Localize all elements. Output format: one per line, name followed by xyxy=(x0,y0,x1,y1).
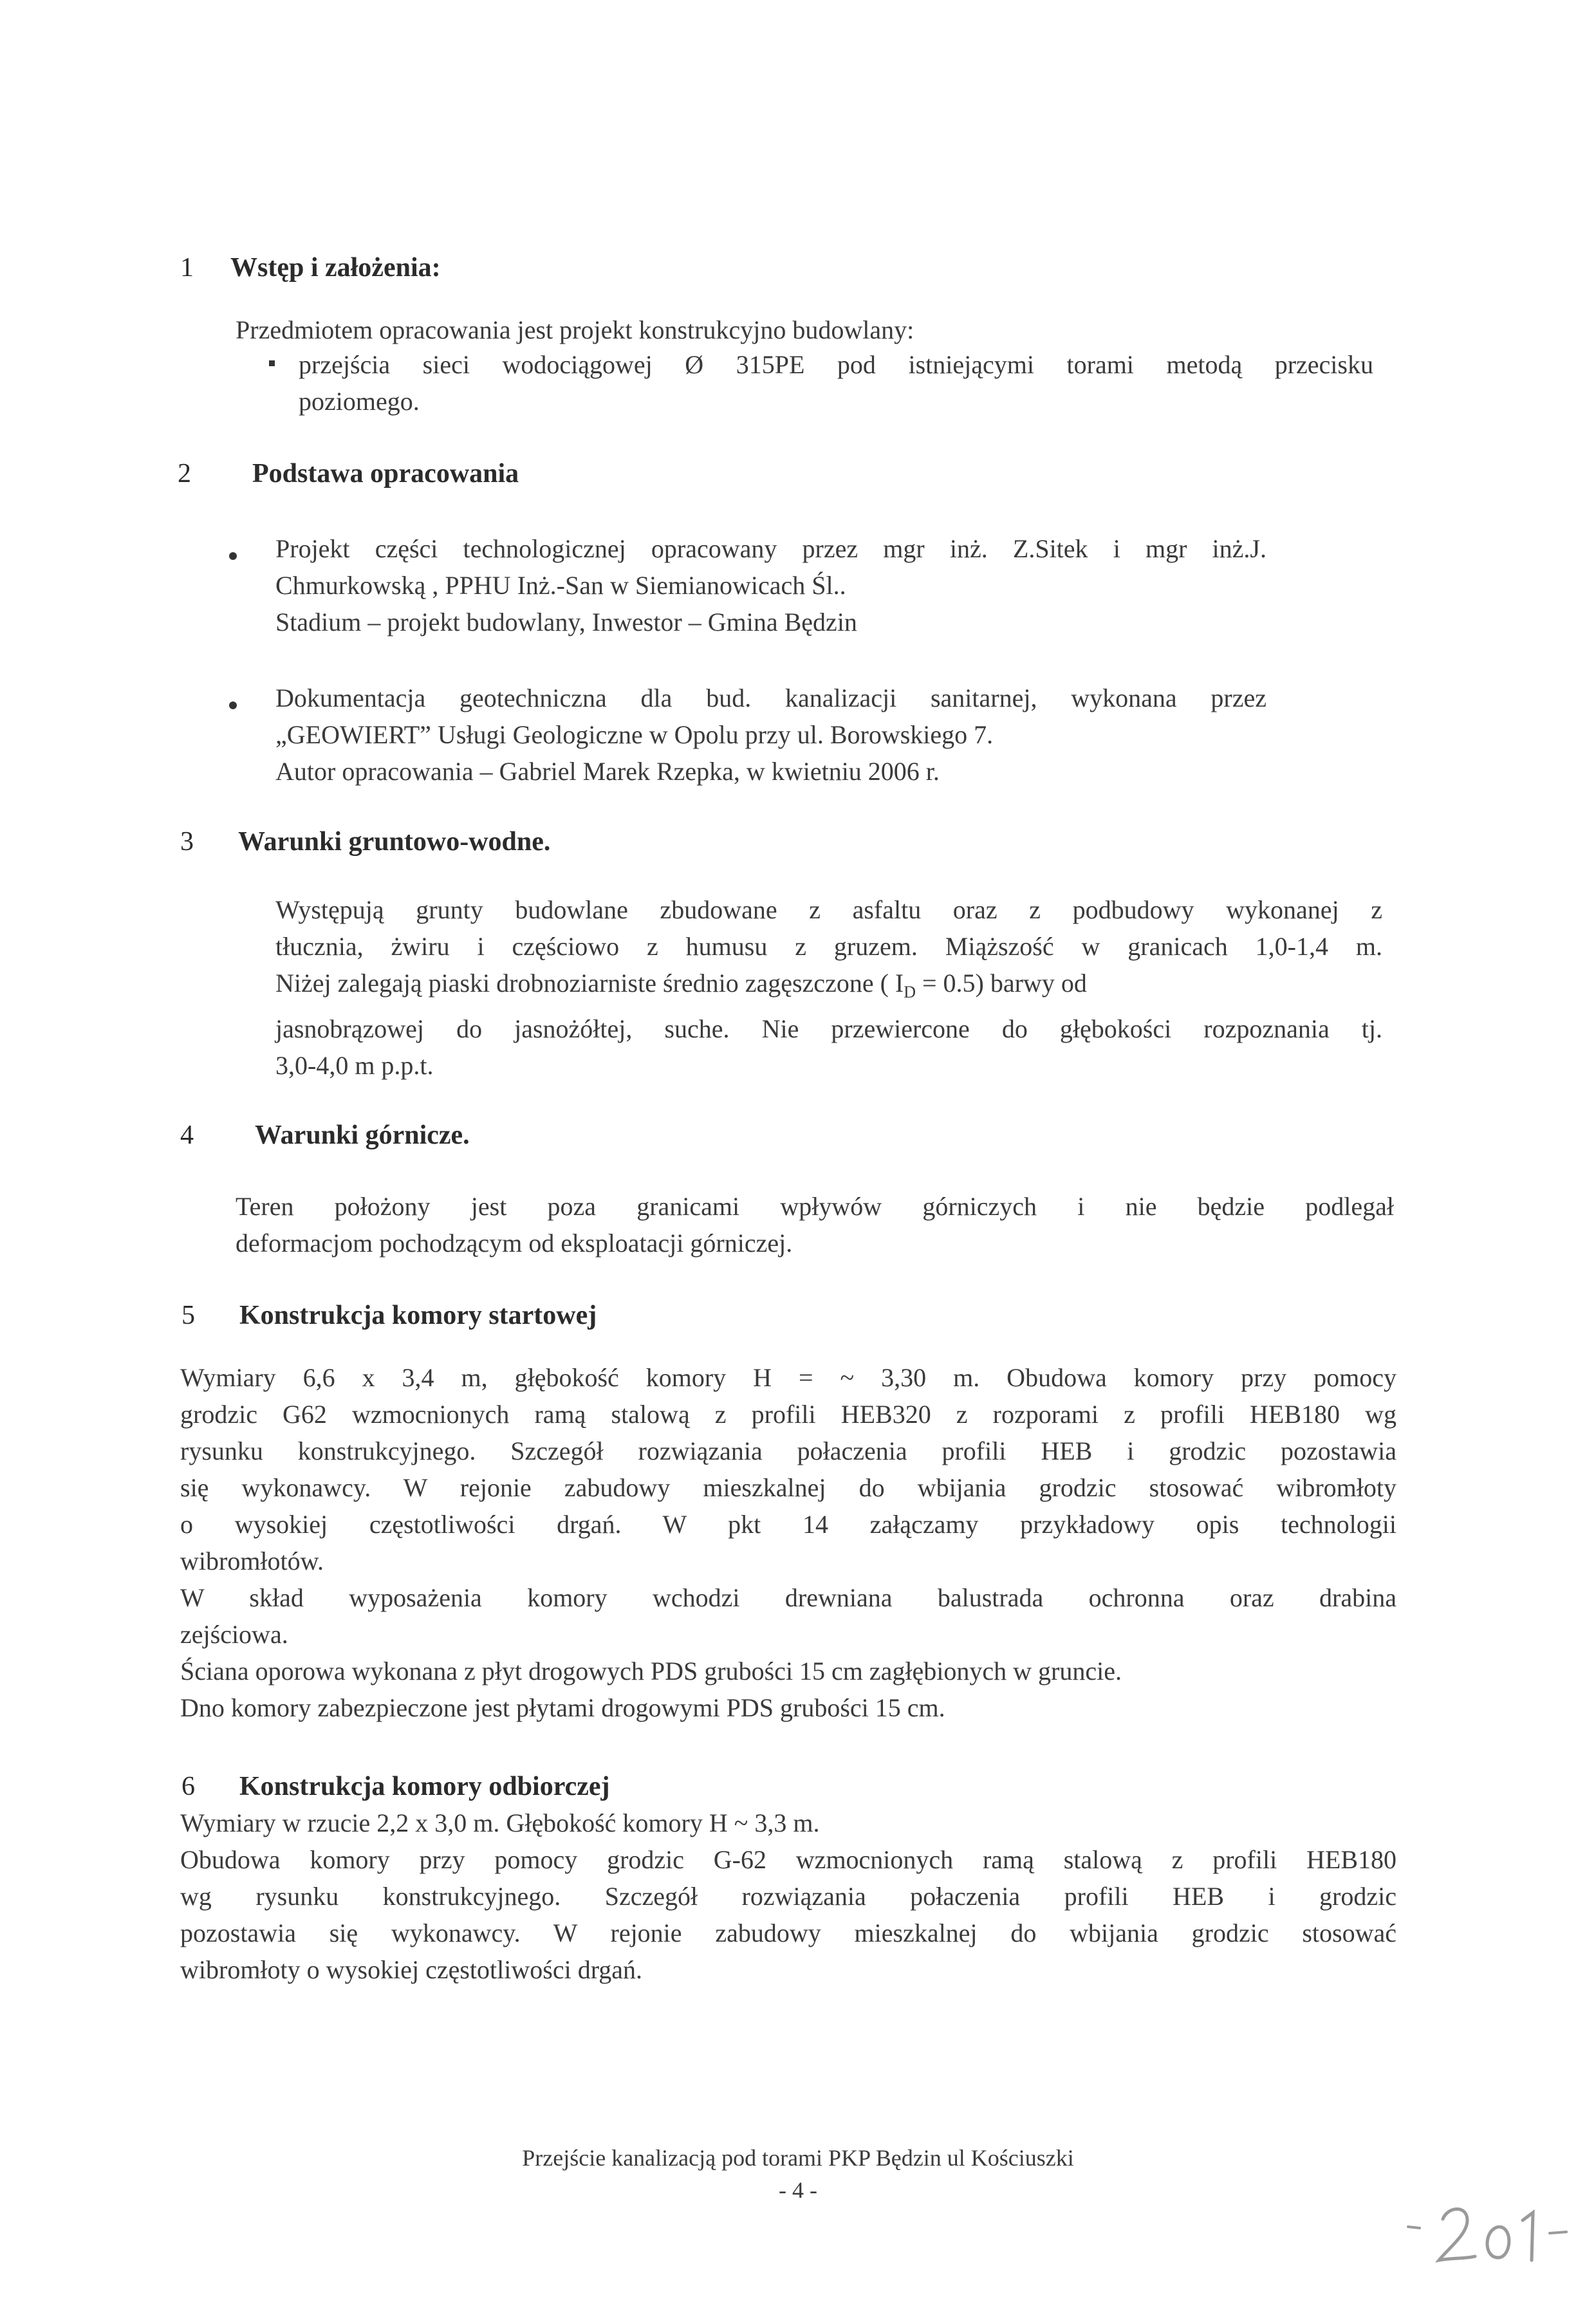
item-line: Chmurkowską , PPHU Inż.-San w Siemianowicach Śl.. xyxy=(275,571,846,600)
section-number: 1 xyxy=(180,253,194,283)
section-4-text xyxy=(236,1188,1394,1261)
item-line: Stadium – projekt budowlany, Inwestor – Gmina Będzin xyxy=(275,608,857,636)
section-title: Konstrukcja komory startowej xyxy=(239,1301,597,1330)
text-line: rysunku konstrukcyjnego. Szczegół rozwiązania połaczenia profili HEB i grodzic pozostawia xyxy=(180,1436,1396,1465)
section-1-item xyxy=(299,346,1373,420)
text-line: Niżej zalegają piaski drobnoziarniste średnio zagęszczone ( $I_D = 0.5$) barwy od xyxy=(275,969,1087,1001)
text-line: Obudowa komory przy pomocy grodzic G-62 wzmocnionych ramą stalową z profili HEB180 xyxy=(180,1845,1396,1874)
section-5-text xyxy=(180,1359,1396,1726)
intro-line: Przedmiotem opracowania jest projekt konstrukcyjno budowlany: xyxy=(236,315,914,344)
item-line: Dokumentacja geotechniczna dla bud. kanalizacji sanitarnej, wykonana przez xyxy=(275,683,1267,712)
section-number: 5 xyxy=(181,1301,195,1330)
section-2-item-1 xyxy=(275,530,1267,640)
text-line: 3,0-4,0 m p.p.t. xyxy=(275,1051,434,1080)
handwritten-page-number xyxy=(1403,2182,1577,2272)
text-line: Wymiary 6,6 x 3,4 m, głębokość komory H = ~ 3,30 m. Obudowa komory przy pomocy xyxy=(180,1363,1396,1392)
section-number: 2 xyxy=(178,459,191,488)
section-title: Warunki gruntowo-wodne. xyxy=(238,827,551,857)
section-number: 4 xyxy=(180,1120,194,1150)
text-line: Teren położony jest poza granicami wpływów górniczych i nie będzie podlegał xyxy=(236,1192,1394,1221)
section-title: Warunki górnicze. xyxy=(255,1120,470,1150)
text-line: Ściana oporowa wykonana z płyt drogowych PDS grubości 15 cm zagłębionych w gruncie. xyxy=(180,1657,1122,1686)
section-1-intro xyxy=(236,311,1394,348)
item-line: przejścia sieci wodociągowej Ø 315PE pod istniejącymi torami metodą przecisku xyxy=(299,350,1373,379)
section-6-text xyxy=(180,1805,1396,1988)
text-line: o wysokiej częstotliwości drgań. W pkt 14 załączamy przykładowy opis technologii xyxy=(180,1510,1396,1539)
section-title: Podstawa opracowania xyxy=(252,459,519,488)
text-line: Występują grunty budowlane zbudowane z asfaltu oraz z podbudowy wykonanej z xyxy=(275,895,1382,924)
section-title: Wstęp i założenia: xyxy=(230,253,441,283)
subscript: D xyxy=(904,983,916,1001)
text-line: jasnobrązowej do jasnożółtej, suche. Nie przewiercone do głębokości rozpoznania tj. xyxy=(275,1014,1382,1043)
text-line: się wykonawcy. W rejonie zabudowy mieszkalnej do wbijania grodzic stosować wibromłoty xyxy=(180,1473,1396,1502)
text-line: zejściowa. xyxy=(180,1620,288,1649)
item-line: Autor opracowania – Gabriel Marek Rzepka, w kwietniu 2006 r. xyxy=(275,757,940,786)
footer-title: Przejście kanalizacją pod torami PKP Będzin ul Kościuszki xyxy=(522,2145,1074,2171)
section-3-text xyxy=(275,891,1382,1084)
section-number: 3 xyxy=(180,827,194,857)
list-bullet xyxy=(229,701,237,709)
text-line: wibromłoty o wysokiej częstotliwości drgań. xyxy=(180,1955,643,1984)
list-bullet xyxy=(229,552,237,560)
item-line: Projekt części technologicznej opracowany przez mgr inż. Z.Sitek i mgr inż.J. xyxy=(275,534,1267,563)
page-number: - 4 - xyxy=(779,2177,817,2203)
text-line: pozostawia się wykonawcy. W rejonie zabudowy mieszkalnej do wbijania grodzic stosować xyxy=(180,1918,1396,1947)
text-line: Wymiary w rzucie 2,2 x 3,0 m. Głębokość komory H ~ 3,3 m. xyxy=(180,1808,820,1837)
text-line: Dno komory zabezpieczone jest płytami drogowymi PDS grubości 15 cm. xyxy=(180,1693,945,1722)
list-marker-square xyxy=(269,360,275,366)
section-number: 6 xyxy=(181,1772,195,1801)
text-line: deformacjom pochodzącym od eksploatacji górniczej. xyxy=(236,1229,793,1258)
item-line: poziomego. xyxy=(299,387,420,416)
text-line: W skład wyposażenia komory wchodzi drewniana balustrada ochronna oraz drabina xyxy=(180,1583,1396,1612)
section-2-item-2 xyxy=(275,680,1267,790)
text-line: tłucznia, żwiru i częściowo z humusu z gruzem. Miąższość w granicach 1,0-1,4 m. xyxy=(275,932,1382,961)
text-line: grodzic G62 wzmocnionych ramą stalową z profili HEB320 z rozporami z profili HEB180 wg xyxy=(180,1400,1396,1429)
section-title: Konstrukcja komory odbiorczej xyxy=(239,1772,610,1801)
text-line: wibromłotów. xyxy=(180,1546,324,1575)
item-line: „GEOWIERT” Usługi Geologiczne w Opolu przy ul. Borowskiego 7. xyxy=(275,720,994,749)
text-line: wg rysunku konstrukcyjnego. Szczegół rozwiązania połaczenia profili HEB i grodzic xyxy=(180,1882,1396,1911)
